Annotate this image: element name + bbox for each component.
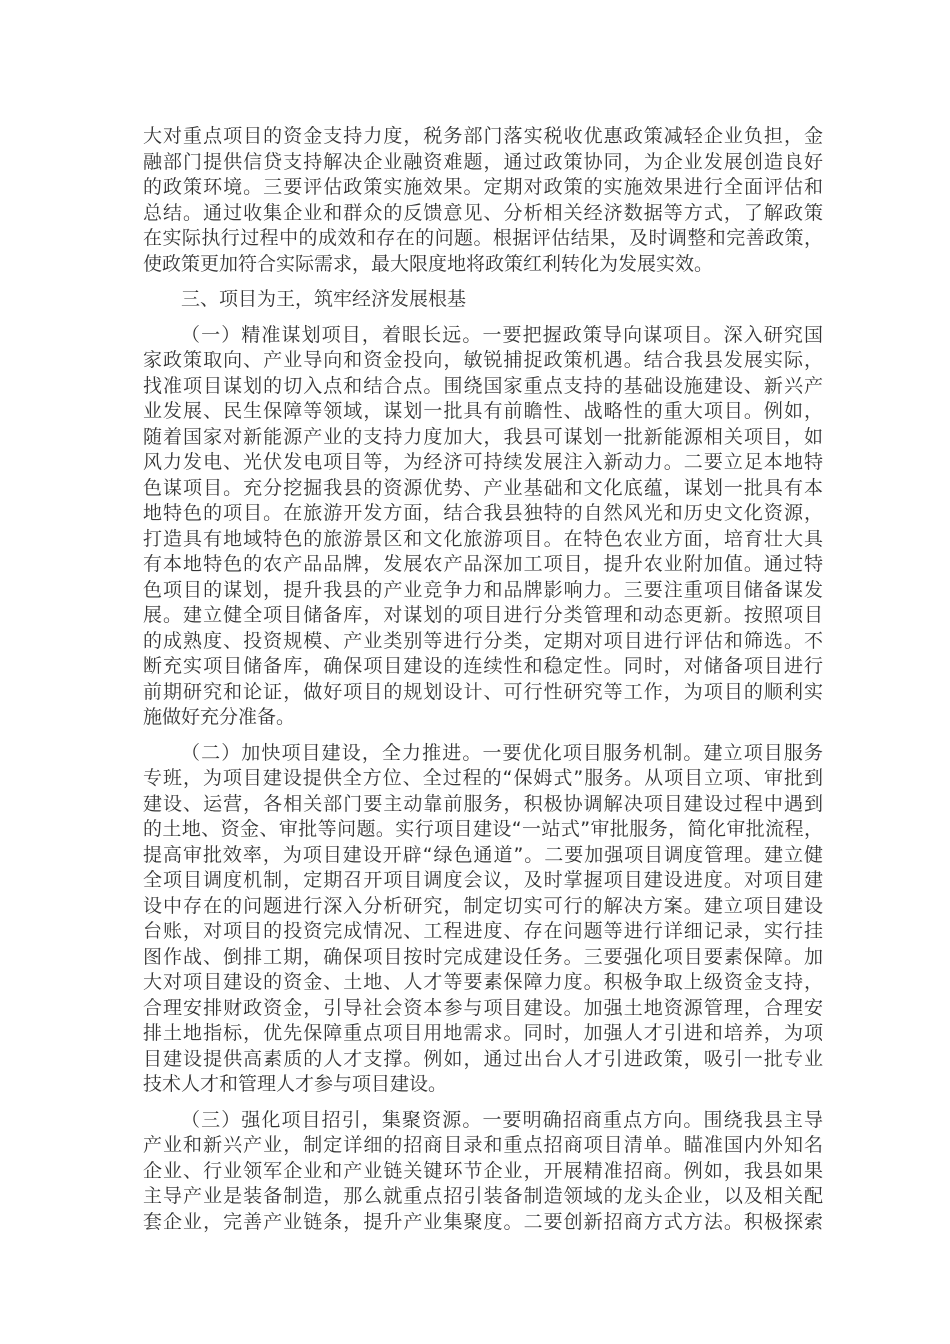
text-line: 使政策更加符合实际需求，最大限度地将政策红利转化为发展实效。 [143, 252, 714, 275]
text-line: 前期研究和论证，做好项目的规划设计、可行性研究等工作，为项目的顺利实 [143, 680, 823, 703]
text-line: 色谋项目。充分挖掘我县的资源优势、产业基础和文化底蕴，谋划一批具有本 [143, 476, 823, 499]
text-line: 融部门提供信贷支持解决企业融资难题，通过政策协同，为企业发展创造良好 [143, 150, 823, 173]
paragraph-planning-projects [143, 323, 823, 731]
text-line: 目建设提供高素质的人才支撑。例如，通过出台人才引进政策，吸引一批专业 [143, 1047, 823, 1070]
text-line: （三）强化项目招引，集聚资源。一要明确招商重点方向。围绕我县主导 [181, 1108, 823, 1131]
paragraph-policy-evaluation [143, 124, 823, 277]
text-line: 总结。通过收集企业和群众的反馈意见、分析相关经济数据等方式，了解政策 [143, 201, 823, 224]
text-line: 台账，对项目的投资完成情况、工程进度、存在问题等进行详细记录，实行挂 [143, 920, 823, 942]
text-line: 找准项目谋划的切入点和结合点。围绕国家重点支持的基础设施建设、新兴产 [143, 374, 823, 397]
text-line: 套企业，完善产业链条，提升产业集聚度。二要创新招商方式方法。积极探索 [143, 1210, 823, 1233]
text-line: 有本地特色的农产品品牌，发展农产品深加工项目，提升农业附加值。通过特 [143, 553, 823, 575]
text-line: 合理安排财政资金，引导社会资本参与项目建设。加强土地资源管理，合理安 [143, 996, 823, 1019]
text-line: 大对重点项目的资金支持力度，税务部门落实税收优惠政策减轻企业负担，金 [143, 125, 823, 147]
text-line: 风力发电、光伏发电项目等，为经济可持续发展注入新动力。二要立足本地特 [143, 451, 823, 473]
text-line: 企业、行业领军企业和产业链关键环节企业，开展精准招商。例如，我县如果 [143, 1159, 823, 1182]
text-line: 全项目调度机制，定期召开项目调度会议，及时掌握项目建设进度。对项目建 [143, 869, 823, 891]
text-line: 提高审批效率，为项目建设开辟“绿色通道”。二要加强项目调度管理。建立健 [143, 843, 823, 866]
text-line: （一）精准谋划项目，着眼长远。一要把握政策导向谋项目。深入研究国 [181, 323, 823, 346]
text-line: 排土地指标，优先保障重点项目用地需求。同时，加强人才引进和培养，为项 [143, 1022, 823, 1044]
text-line: 大对项目建设的资金、土地、人才等要素保障力度。积极争取上级资金支持， [143, 971, 823, 993]
text-line: 专班，为项目建设提供全方位、全过程的“保姆式”服务。从项目立项、审批到 [143, 767, 823, 789]
paragraph-project-construction [143, 741, 823, 1098]
text-line: 家政策取向、产业导向和资金投向，敏锐捕捉政策机遇。结合我县发展实际， [143, 349, 823, 371]
text-line: 断充实项目储备库，确保项目建设的连续性和稳定性。同时，对储备项目进行 [143, 655, 823, 677]
text-line: 的土地、资金、审批等问题。实行项目建设“一站式”审批服务，简化审批流程， [143, 818, 823, 840]
text-line: 色项目的谋划，提升我县的产业竞争力和品牌影响力。三要注重项目储备谋发 [143, 578, 823, 601]
text-line: 图作战、倒排工期，确保项目按时完成建设任务。三要强化项目要素保障。加 [143, 945, 823, 968]
text-line: 的成熟度、投资规模、产业类别等进行分类，定期对项目进行评估和筛选。不 [143, 629, 823, 652]
text-line: 在实际执行过程中的成效和存在的问题。根据评估结果，及时调整和完善政策， [143, 227, 823, 249]
text-line: 打造具有地域特色的旅游景区和文化旅游项目。在特色农业方面，培育壮大具 [143, 527, 823, 550]
paragraph-investment-attraction [143, 1108, 823, 1236]
text-line: 业发展、民生保障等领域，谋划一批具有前瞻性、战略性的重大项目。例如， [143, 400, 823, 422]
text-line: 产业和新兴产业，制定详细的招商目录和重点招商项目清单。瞄准国内外知名 [143, 1134, 823, 1156]
text-line: 设中存在的问题进行深入分析研究，制定切实可行的解决方案。建立项目建设 [143, 894, 823, 917]
text-line: 施做好充分准备。 [143, 706, 296, 728]
text-line: 主导产业是装备制造，那么就重点招引装备制造领域的龙头企业，以及相关配 [143, 1185, 823, 1207]
text-line: 的政策环境。三要评估政策实施效果。定期对政策的实施效果进行全面评估和 [143, 176, 823, 198]
text-line: 技术人才和管理人才参与项目建设。 [143, 1073, 448, 1095]
text-line: 地特色的项目。在旅游开发方面，结合我县独特的自然风光和历史文化资源， [143, 502, 823, 524]
document-page [143, 124, 823, 1245]
section-heading: 三、项目为王，筑牢经济发展根基 [181, 288, 467, 310]
text-line: 展。建立健全项目储备库，对谋划的项目进行分类管理和动态更新。按照项目 [143, 604, 823, 626]
text-line: 随着国家对新能源产业的支持力度加大，我县可谋划一批新能源相关项目，如 [143, 425, 823, 448]
text-line: （二）加快项目建设，全力推进。一要优化项目服务机制。建立项目服务 [181, 741, 823, 764]
text-line: 建设、运营，各相关部门要主动靠前服务，积极协调解决项目建设过程中遇到 [143, 792, 823, 815]
